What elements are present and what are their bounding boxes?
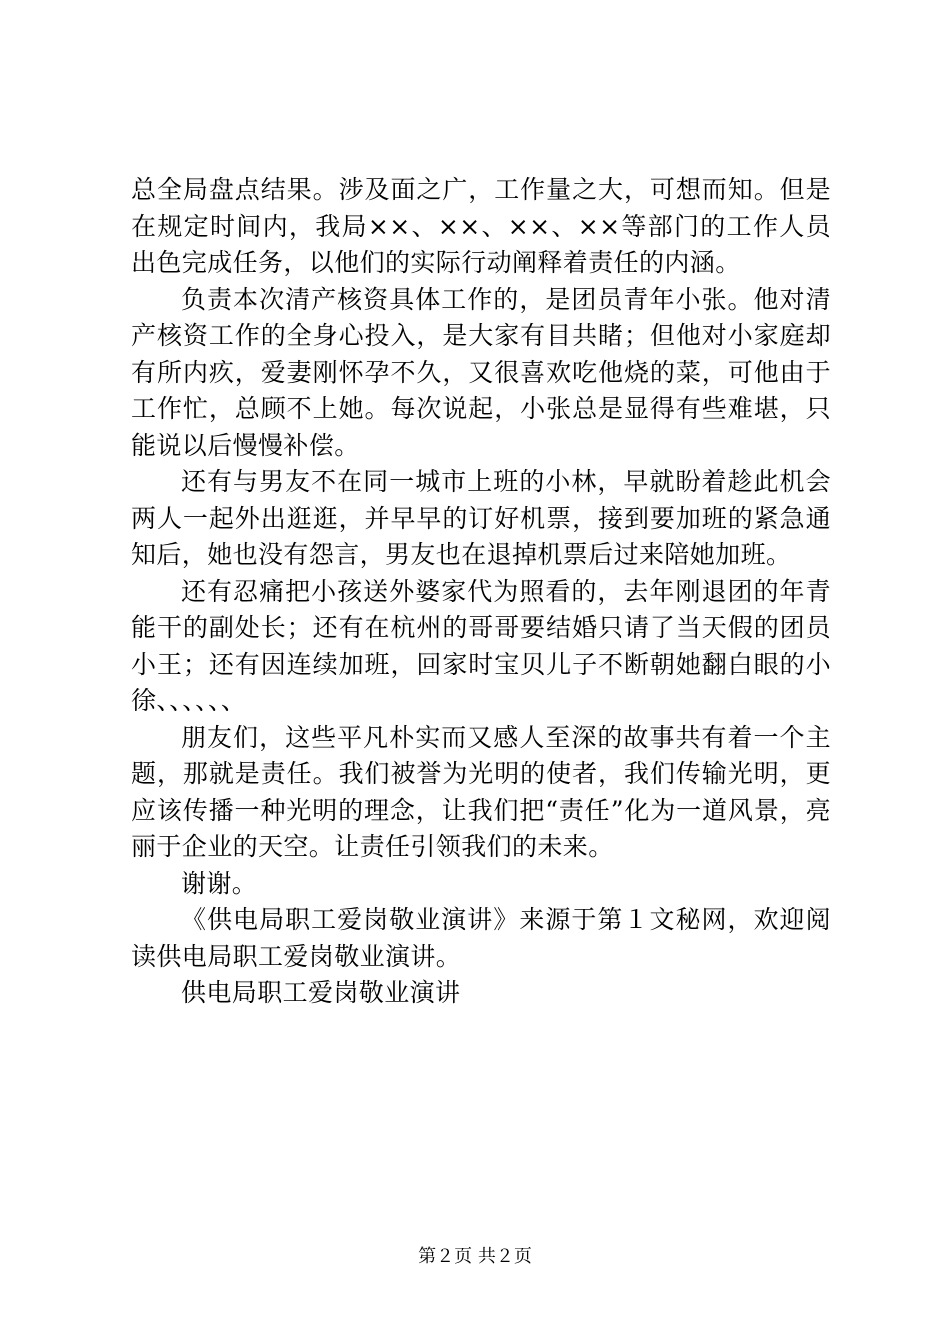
paragraph-8: 供电局职工爱岗敬业演讲 [181,978,461,1007]
paragraph-3: 还有与男友不在同一城市上班的小林，早就盼着趁此机会两人一起外出逛逛，并早早的订好机票，接到要加班的紧急通知后，她也没有怨言，男友也在退掉机票后过来陪她加班。 [131,467,831,569]
paragraph-4: 还有忍痛把小孩送外婆家代为照看的，去年刚退团的年青能干的副处长；还有在杭州的哥哥要结婚只请了当天假的团员小王；还有因连续加班，回家时宝贝儿子不断朝她翻白眼的小徐、、、、、、 [131,576,831,715]
paragraph-7: 《供电局职工爱岗敬业演讲》来源于第１文秘网，欢迎阅读供电局职工爱岗敬业演讲。 [131,905,831,971]
paragraph-2: 负责本次清产核资具体工作的，是团员青年小张。他对清产核资工作的全身心投入，是大家有目共睹；但他对小家庭却有所内疚，爱妻刚怀孕不久，又很喜欢吃他烧的菜，可他由于工作忙，总顾不上她。每次说起，小张总是显得有些难堪，只能说以后慢慢补偿。 [131,284,831,460]
document-body [131,172,831,1012]
paragraph-5: 朋友们，这些平凡朴实而又感人至深的故事共有着一个主题，那就是责任。我们被誉为光明的使者，我们传输光明，更应该传播一种光明的理念，让我们把“责任”化为一道风景，亮丽于企业的天空。让责任引领我们的未来。 [131,722,831,861]
paragraph-6: 谢谢。 [181,868,258,898]
page-footer: 第２页 共２页 [418,1246,532,1267]
paragraph-1: 总全局盘点结果。涉及面之广，工作量之大，可想而知。但是在规定时间内，我局××、××、××、××等部门的工作人员出色完成任务，以他们的实际行动阐释着责任的内涵。 [131,175,831,277]
